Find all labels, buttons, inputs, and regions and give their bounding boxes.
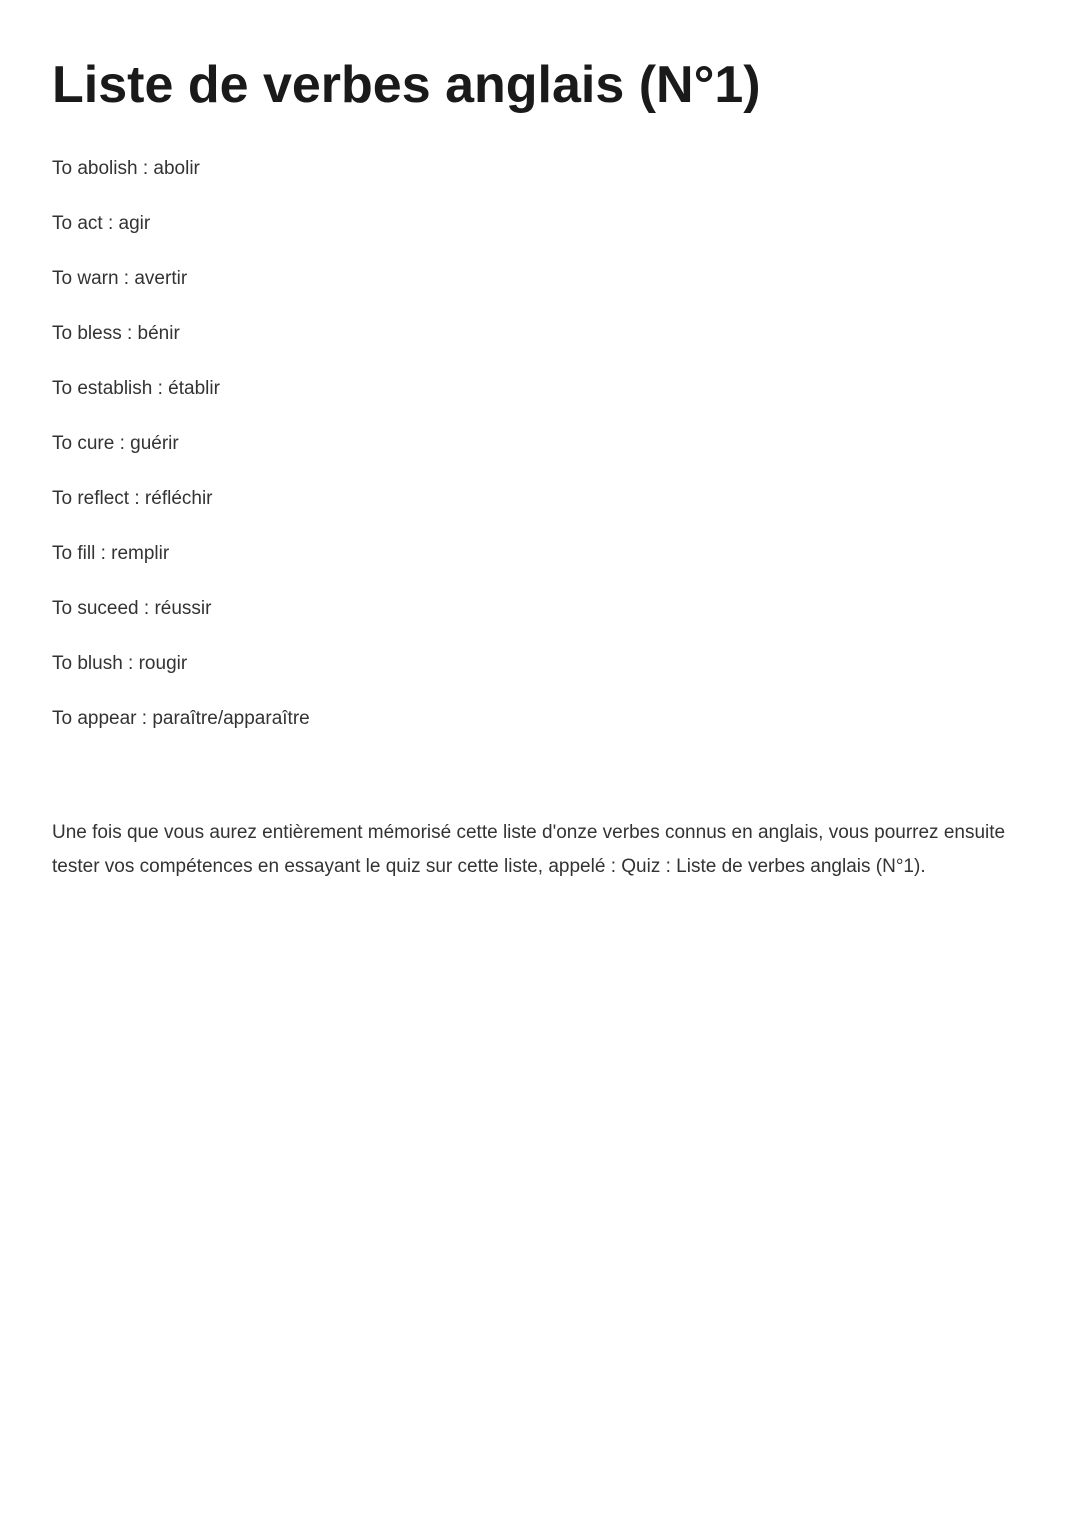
page-title: Liste de verbes anglais (N°1) — [52, 56, 761, 114]
verb-list-item: To blush : rougir — [52, 652, 188, 674]
verb-list-item: To appear : paraître/apparaître — [52, 707, 310, 729]
verb-list-item: To abolish : abolir — [52, 157, 200, 179]
verb-list-item: To cure : guérir — [52, 432, 179, 454]
footer-paragraph: Une fois que vous aurez entièrement mémorisé cette liste d'onze verbes connus en anglais, vous pourrez ensuite tester vos compétences en essayant le quiz sur cette liste, appelé : Quiz : Liste de verbes anglais (N°1). — [52, 821, 1006, 877]
verb-list-item: To establish : établir — [52, 377, 220, 399]
verb-list-item: To act : agir — [52, 212, 151, 234]
verb-list-item: To suceed : réussir — [52, 597, 212, 619]
verb-list — [52, 158, 1028, 730]
verb-list-item: To bless : bénir — [52, 322, 180, 344]
verb-list-item: To warn : avertir — [52, 267, 188, 289]
verb-list-item: To reflect : réfléchir — [52, 487, 213, 509]
verb-list-item: To fill : remplir — [52, 542, 170, 564]
